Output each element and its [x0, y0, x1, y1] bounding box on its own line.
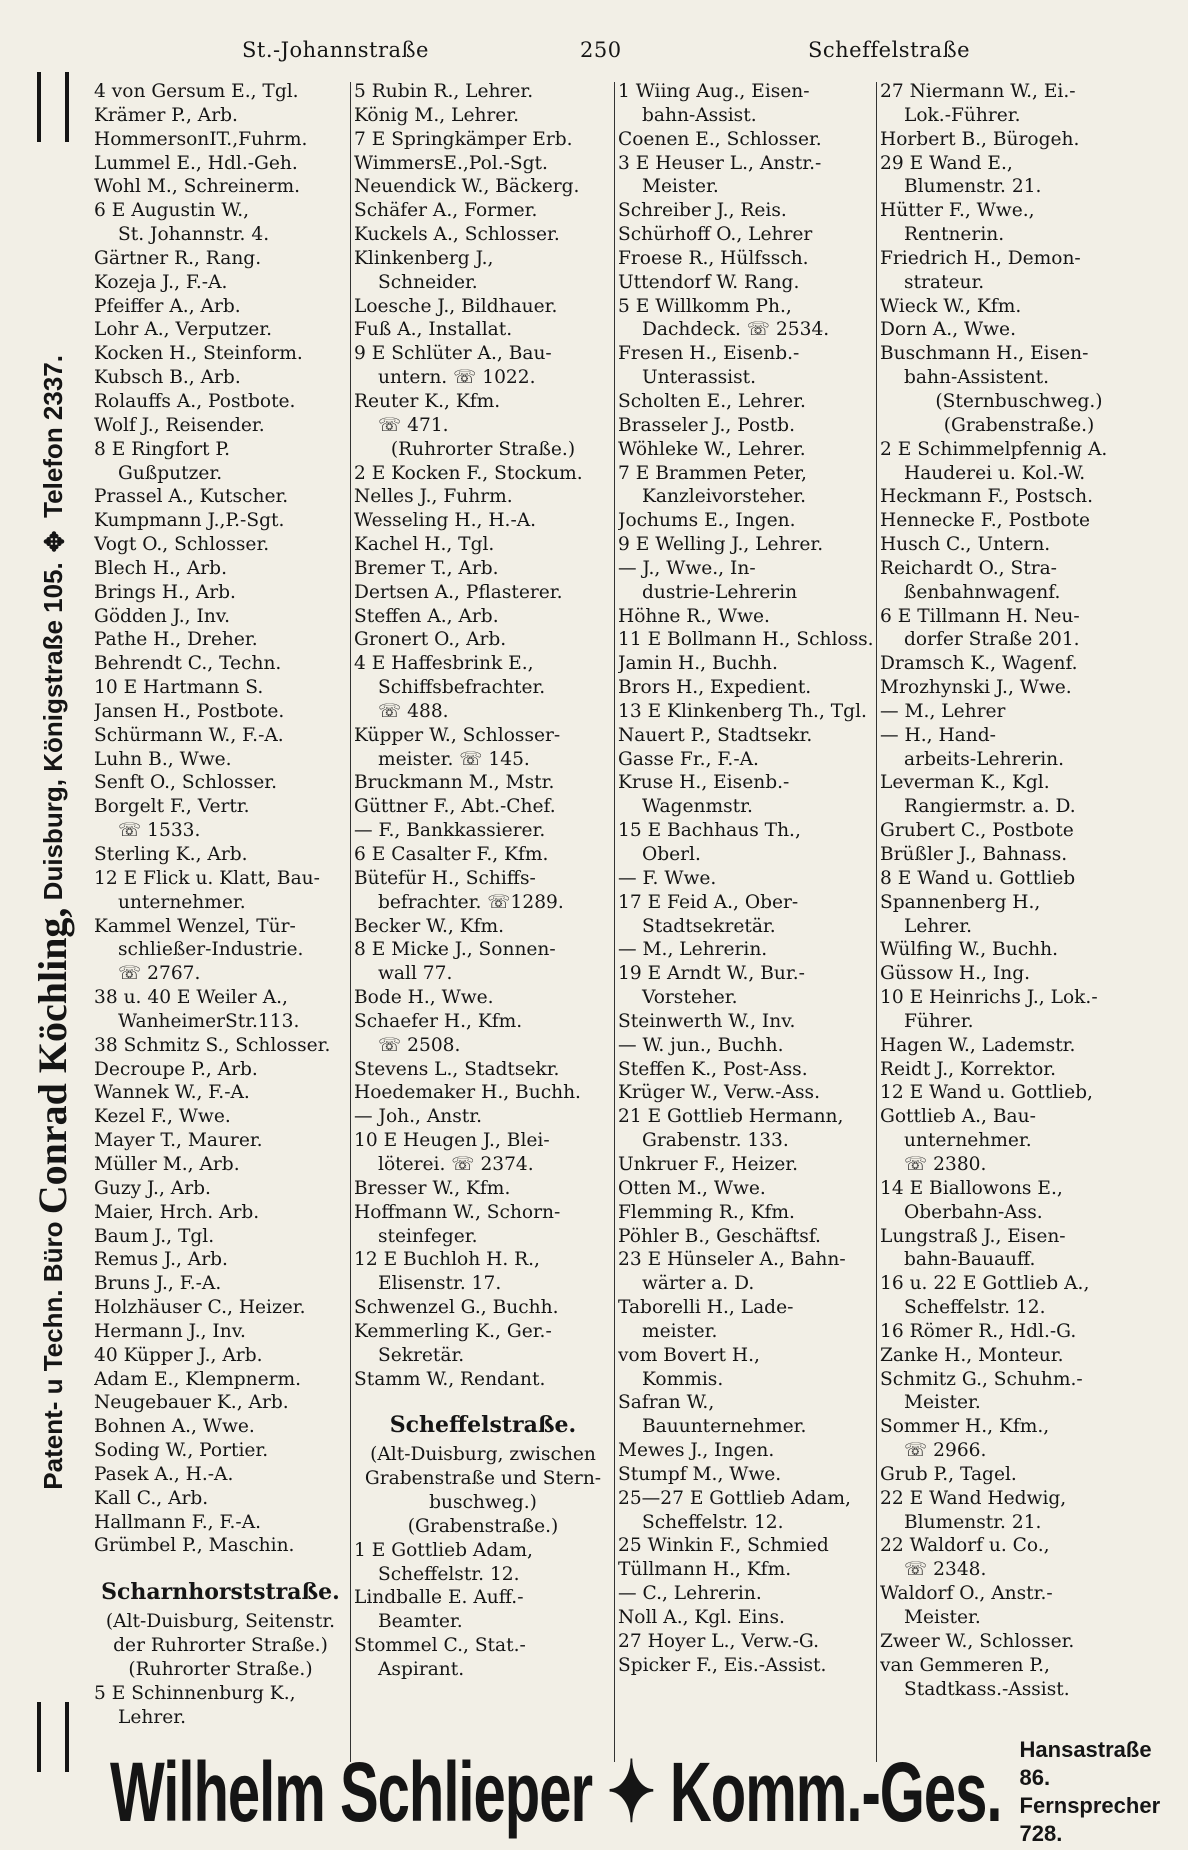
directory-entry: — W. jun., Buchh.: [618, 1034, 784, 1056]
directory-entry: Hagen W., Lademstr.: [880, 1034, 1076, 1056]
directory-entry: Tüllmann H., Kfm.: [618, 1559, 792, 1581]
directory-entry: Gödden J., Inv.: [94, 605, 231, 627]
directory-entry: ☏ 471.: [378, 414, 449, 436]
directory-entry: Steffen A., Arb.: [354, 605, 499, 627]
bottom-ad-address: Hansastraße 86.: [1019, 1737, 1152, 1790]
directory-entry: Gärtner R., Rang.: [94, 247, 262, 269]
directory-entry: 21 E Gottlieb Hermann,: [618, 1106, 844, 1128]
directory-entry: Reidt J., Korrektor.: [880, 1058, 1057, 1080]
header-left-street: St.-Johannstraße: [242, 38, 429, 62]
directory-entry: ☏ 488.: [378, 700, 449, 722]
directory-entry: Gottlieb A., Bau-: [880, 1106, 1036, 1128]
directory-entry: van Gemmeren P.,: [880, 1654, 1050, 1676]
directory-entry: Aspirant.: [378, 1659, 465, 1680]
directory-entry: unternehmer.: [904, 1130, 1032, 1152]
directory-entry: — Joh., Anstr.: [354, 1106, 483, 1128]
directory-entry: 4 von Gersum E., Tgl.: [94, 81, 299, 102]
directory-entry: 2 E Schimmelpfennig A.: [880, 438, 1108, 460]
directory-entry: 6 E Casalter F., Kfm.: [354, 844, 549, 865]
directory-entry: WanheimerStr.113.: [118, 1010, 300, 1032]
directory-entry: 25—27 E Gottlieb Adam,: [618, 1487, 851, 1509]
directory-entry: Brors H., Expedient.: [618, 677, 812, 699]
directory-entry: Rangiermstr. a. D.: [904, 796, 1076, 818]
directory-entry: — F. Wwe.: [618, 867, 717, 889]
col4-entries: [880, 80, 1158, 1701]
directory-entry: bahn-Bauauff.: [904, 1249, 1036, 1271]
directory-entry: Reuter K., Kfm.: [354, 390, 501, 412]
directory-entry: Beamter.: [378, 1611, 463, 1633]
directory-entry: unternehmer.: [118, 891, 246, 913]
column-divider: [350, 82, 351, 1762]
column-divider: [614, 82, 615, 1762]
directory-entry: 10 E Heugen J., Blei-: [354, 1130, 550, 1152]
directory-entry: Schaefer H., Kfm.: [354, 1010, 523, 1032]
directory-entry: Spannenberg H.,: [880, 891, 1041, 913]
directory-entry: Lok.-Führer.: [904, 104, 1021, 126]
directory-entry: Kommis.: [642, 1368, 724, 1390]
directory-entry: König M., Lehrer.: [354, 104, 520, 126]
col2-entries: [354, 80, 612, 1391]
directory-entry: Kall C., Arb.: [94, 1487, 209, 1509]
col1-entries: [94, 80, 347, 1558]
directory-entry: Gronert O., Arb.: [354, 629, 507, 651]
directory-entry: Friedrich H., Demon-: [880, 247, 1081, 269]
directory-entry: Stevens L., Stadtsekr.: [354, 1058, 560, 1080]
directory-entry: Kammel Wenzel, Tür-: [94, 915, 296, 937]
directory-entry: Adam E., Klempnerm.: [94, 1368, 302, 1390]
directory-entry: Luhn B., Wwe.: [94, 748, 232, 770]
directory-entry: 27 Hoyer L., Verw.-G.: [618, 1630, 819, 1652]
directory-entry: Guzy J., Arb.: [94, 1177, 211, 1199]
directory-entry: Leverman K., Kgl.: [880, 772, 1050, 794]
directory-entry: steinfeger.: [378, 1225, 478, 1247]
section-desc: der Ruhrorter Straße.): [113, 1635, 328, 1657]
side-advertisement: [24, 72, 82, 1772]
directory-entry: Dachdeck. ☏ 2534.: [642, 319, 830, 341]
directory-entry: Schäfer A., Former.: [354, 200, 538, 222]
directory-entry: 5 E Willkomm Ph.,: [618, 295, 792, 317]
directory-entry: Kubsch B., Arb.: [94, 367, 241, 389]
directory-entry: Kezel F., Wwe.: [94, 1106, 231, 1128]
directory-entry: Husch C., Untern.: [880, 534, 1051, 556]
directory-entry: 14 E Biallowons E.,: [880, 1177, 1063, 1199]
directory-entry: 8 E Micke J., Sonnen-: [354, 939, 556, 961]
directory-entry: Schwenzel G., Buchh.: [354, 1297, 559, 1319]
directory-entry: ☏ 1533.: [118, 820, 201, 842]
directory-entry: Kachel H., Tgl.: [354, 534, 495, 556]
directory-entry: Prassel A., Kutscher.: [94, 486, 289, 508]
directory-entry: Kemmerling K., Ger.-: [354, 1320, 552, 1342]
directory-entry: Kuckels A., Schlosser.: [354, 224, 560, 246]
directory-entry: — M., Lehrer: [880, 700, 1006, 722]
directory-entry: 9 E Welling J., Lehrer.: [618, 534, 824, 556]
directory-entry: Becker W., Kfm.: [354, 915, 505, 937]
directory-column-2: [354, 80, 612, 1682]
directory-entry: 15 E Bachhaus Th.,: [618, 820, 801, 842]
directory-entry: Stadtsekretär.: [642, 915, 776, 937]
directory-entry: Wülfing W., Buchh.: [880, 939, 1058, 961]
directory-entry: Zweer W., Schlosser.: [880, 1630, 1075, 1652]
section-desc: (Alt-Duisburg, zwischen: [370, 1444, 596, 1466]
directory-entry: Decroupe P., Arb.: [94, 1058, 258, 1080]
directory-entry: Schürhoff O., Lehrer: [618, 224, 813, 246]
directory-entry: Mayer T., Maurer.: [94, 1130, 263, 1152]
directory-entry: Fuß A., Installat.: [354, 319, 513, 341]
directory-entry: Gasse Fr., F.-A.: [618, 748, 759, 770]
directory-entry: 2 E Kocken F., Stockum.: [354, 462, 583, 484]
directory-entry: Güttner F., Abt.-Chef.: [354, 796, 556, 818]
directory-entry: dustrie-Lehrerin: [642, 581, 798, 603]
side-ad-address: Duisburg, Königstraße 105. ✥ Telefon 2337.: [38, 354, 68, 900]
directory-entry: 1 E Gottlieb Adam,: [354, 1539, 533, 1561]
directory-entry: Schmitz G., Schuhm.-: [880, 1368, 1083, 1390]
directory-entry: Pathe H., Dreher.: [94, 629, 258, 651]
directory-entry: 4 E Haffesbrink E.,: [354, 653, 534, 675]
directory-entry: 22 Waldorf u. Co.,: [880, 1535, 1050, 1557]
directory-entry: 12 E Buchloh H. R.,: [354, 1249, 540, 1271]
directory-entry: Jochums E., Ingen.: [618, 510, 796, 532]
directory-entry: 10 E Hartmann S.: [94, 677, 264, 699]
bottom-ad-company: Wilhelm Schlieper ✦ Komm.-Ges.: [110, 1745, 1002, 1840]
directory-entry: Pöhler B., Geschäftsf.: [618, 1225, 821, 1247]
directory-entry: Noll A., Kgl. Eins.: [618, 1607, 785, 1628]
directory-entry: Sterling K., Arb.: [94, 844, 248, 865]
directory-entry: Wagenmstr.: [642, 796, 753, 818]
directory-entry: Baum J., Tgl.: [94, 1225, 215, 1247]
directory-entry: 16 u. 22 E Gottlieb A.,: [880, 1273, 1090, 1295]
header-right-street: Scheffelstraße: [808, 38, 971, 62]
directory-entry: Oberl.: [642, 844, 701, 865]
directory-entry: 13 E Klinkenberg Th., Tgl.: [618, 700, 867, 722]
directory-entry: Lummel E., Hdl.-Geh.: [94, 152, 298, 174]
bottom-ad-contact: [1020, 1736, 1161, 1848]
directory-entry: Lehrer.: [118, 1706, 186, 1728]
directory-entry: Hoedemaker H., Buchh.: [354, 1082, 581, 1104]
directory-entry: 38 Schmitz S., Schlosser.: [94, 1034, 331, 1056]
directory-entry: Jamin H., Buchh.: [618, 653, 778, 675]
directory-entry: Kanzleivorsteher.: [642, 486, 806, 508]
directory-entry: löterei. ☏ 2374.: [378, 1153, 534, 1175]
directory-entry: Schreiber J., Reis.: [618, 200, 787, 222]
directory-entry: Hermann J., Inv.: [94, 1320, 246, 1342]
directory-entry: 27 Niermann W., Ei.-: [880, 81, 1076, 102]
directory-entry: Sekretär.: [378, 1344, 465, 1366]
directory-entry: Fresen H., Eisenb.-: [618, 343, 800, 365]
directory-entry: 5 E Schinnenburg K.,: [94, 1682, 296, 1704]
section-desc: (Alt-Duisburg, Seitenstr.: [105, 1611, 336, 1633]
side-ad-prefix: Patent- u Techn. Büro: [38, 1221, 68, 1490]
directory-entry: vom Bovert H.,: [618, 1344, 760, 1366]
directory-entry: Bode H., Wwe.: [354, 987, 494, 1009]
directory-entry: 8 E Ringfort P.: [94, 438, 231, 460]
directory-entry: 7 E Springkämper Erb.: [354, 128, 573, 150]
directory-entry: (Grabenstraße.): [943, 414, 1095, 436]
directory-entry: Heckmann F., Postsch.: [880, 486, 1094, 508]
directory-entry: ☏ 2380.: [904, 1153, 987, 1175]
directory-entry: Lindballe E. Auff.-: [354, 1587, 524, 1609]
directory-entry: Neuendick W., Bäckerg.: [354, 176, 580, 198]
directory-entry: Schiffsbefrachter.: [378, 677, 546, 699]
directory-entry: Müller M., Arb.: [94, 1153, 240, 1175]
directory-entry: — M., Lehrerin.: [618, 939, 768, 961]
directory-entry: Küpper W., Schlosser-: [354, 724, 561, 746]
directory-entry: Güssow H., Ing.: [880, 963, 1031, 985]
directory-entry: — F., Bankkassierer.: [354, 820, 546, 842]
directory-entry: ßenbahnwagenf.: [904, 581, 1061, 603]
directory-entry: Wesseling H., H.-A.: [354, 510, 537, 532]
directory-entry: Wöhleke W., Lehrer.: [618, 438, 806, 460]
directory-entry: Stamm W., Rendant.: [354, 1368, 546, 1390]
directory-entry: Meister.: [642, 176, 719, 198]
directory-column-3: [618, 80, 874, 1678]
directory-entry: meister.: [642, 1320, 718, 1342]
directory-entry: bahn-Assistent.: [904, 367, 1050, 389]
directory-entry: ☏ 2348.: [904, 1559, 987, 1581]
directory-entry: Blumenstr. 21.: [904, 176, 1042, 198]
directory-entry: Krämer P., Arb.: [94, 104, 238, 126]
directory-entry: 11 E Bollmann H., Schloss.: [618, 629, 874, 651]
directory-entry: 6 E Augustin W.,: [94, 200, 250, 222]
column-divider: [876, 82, 877, 1762]
directory-entry: Lungstraß J., Eisen-: [880, 1225, 1066, 1247]
directory-entry: Hütter F., Wwe.,: [880, 200, 1035, 222]
directory-entry: Schneider.: [378, 271, 478, 293]
directory-entry: Stadtkass.-Assist.: [904, 1678, 1070, 1700]
directory-entry: Kumpmann J.,P.-Sgt.: [94, 510, 285, 532]
directory-entry: Sommer H., Kfm.,: [880, 1416, 1050, 1438]
directory-entry: Pfeiffer A., Arb.: [94, 295, 241, 317]
directory-entry: Holzhäuser C., Heizer.: [94, 1297, 306, 1319]
directory-entry: Rentnerin.: [904, 224, 1005, 246]
directory-entry: befrachter. ☏1289.: [378, 891, 564, 913]
directory-entry: Vorsteher.: [642, 987, 738, 1009]
directory-entry: Wieck W., Kfm.: [880, 295, 1022, 317]
directory-entry: Grümbel P., Maschin.: [94, 1535, 295, 1557]
directory-entry: Jansen H., Postbote.: [94, 700, 285, 722]
directory-entry: Froese R., Hülfssch.: [618, 247, 809, 269]
directory-entry: Unterassist.: [642, 367, 757, 389]
directory-entry: 1 Wiing Aug., Eisen-: [618, 81, 810, 102]
directory-entry: 5 Rubin R., Lehrer.: [354, 81, 534, 102]
directory-entry: Brings H., Arb.: [94, 581, 236, 603]
directory-entry: Maier, Hrch. Arb.: [94, 1201, 260, 1223]
directory-entry: Scheffelstr. 12.: [642, 1511, 784, 1533]
directory-entry: Steffen K., Post-Ass.: [618, 1058, 808, 1080]
directory-entry: 10 E Heinrichs J., Lok.-: [880, 987, 1098, 1009]
directory-entry: wärter a. D.: [642, 1273, 755, 1295]
directory-entry: Spicker F., Eis.-Assist.: [618, 1654, 827, 1676]
directory-entry: ☏ 2767.: [118, 963, 201, 985]
directory-entry: untern. ☏ 1022.: [378, 367, 536, 389]
directory-entry: Elisenstr. 17.: [378, 1273, 502, 1295]
directory-entry: Vogt O., Schlosser.: [94, 534, 270, 556]
directory-entry: Rolauffs A., Postbote.: [94, 390, 296, 412]
directory-entry: 17 E Feid A., Ober-: [618, 891, 799, 913]
directory-entry: Krüger W., Verw.-Ass.: [618, 1082, 820, 1104]
directory-entry: 38 u. 40 E Weiler A.,: [94, 987, 288, 1009]
directory-entry: Loesche J., Bildhauer.: [354, 295, 558, 317]
directory-entry: Stommel C., Stat.-: [354, 1635, 526, 1657]
directory-entry: Unkruer F., Heizer.: [618, 1153, 799, 1175]
directory-entry: Hauderei u. Kol.-W.: [904, 462, 1086, 484]
directory-entry: Hoffmann W., Schorn-: [354, 1201, 561, 1223]
directory-entry: Uttendorf W. Rang.: [618, 271, 800, 293]
directory-entry: Höhne R., Wwe.: [618, 605, 770, 627]
directory-entry: 25 Winkin F., Schmied: [618, 1535, 829, 1557]
directory-entry: 3 E Heuser L., Anstr.-: [618, 152, 822, 174]
directory-entry: Wolf J., Reisender.: [94, 414, 265, 436]
directory-entry: Bütefür H., Schiffs-: [354, 867, 536, 889]
section-desc: buschweg.): [429, 1492, 537, 1514]
side-ad-bottom-rule: [37, 1702, 69, 1772]
side-ad-text: [24, 355, 82, 1490]
section-title-scheffelstrasse: Scheffelstraße.: [389, 1412, 577, 1439]
directory-entry: Brüßler J., Bahnass.: [880, 844, 1068, 865]
directory-entry: Hennecke F., Postbote: [880, 510, 1091, 532]
directory-entry: Lohr A., Verputzer.: [94, 319, 272, 341]
directory-entry: 23 E Hünseler A., Bahn-: [618, 1249, 846, 1271]
directory-entry: Horbert B., Bürogeh.: [880, 128, 1080, 150]
directory-entry: Behrendt C., Techn.: [94, 653, 282, 675]
section-title-scharnhorststrasse: Scharnhorststraße.: [101, 1579, 340, 1606]
directory-entry: Schürmann W., F.-A.: [94, 724, 284, 746]
directory-entry: Klinkenberg J.,: [354, 247, 494, 269]
directory-entry: Wohl M., Schreinerm.: [94, 176, 301, 198]
directory-entry: Pasek A., H.-A.: [94, 1463, 234, 1485]
directory-entry: Senft O., Schlosser.: [94, 772, 277, 794]
directory-entry: Zanke H., Monteur.: [880, 1344, 1064, 1366]
side-ad-company: Conrad Köchling,: [30, 907, 75, 1214]
directory-entry: Mewes J., Ingen.: [618, 1440, 775, 1462]
directory-entry: HommersonIT.,Fuhrm.: [94, 128, 308, 150]
bottom-advertisement: [110, 1737, 1161, 1846]
directory-entry: Taborelli H., Lade-: [618, 1297, 794, 1319]
directory-entry: strateur.: [904, 271, 985, 293]
directory-entry: 12 E Flick u. Klatt, Bau-: [94, 867, 320, 889]
directory-entry: (Ruhrorter Straße.): [390, 438, 576, 460]
directory-entry: Waldorf O., Anstr.-: [880, 1583, 1053, 1605]
directory-entry: Scholten E., Lehrer.: [618, 390, 806, 412]
directory-entry: Lehrer.: [904, 915, 972, 937]
directory-entry: Bremer T., Arb.: [354, 557, 499, 579]
directory-entry: Mrozhynski J., Wwe.: [880, 677, 1072, 699]
directory-entry: Flemming R., Kfm.: [618, 1201, 795, 1223]
side-ad-top-rule: [37, 72, 69, 142]
directory-entry: 7 E Brammen Peter,: [618, 462, 807, 484]
directory-entry: 12 E Wand u. Gottlieb,: [880, 1082, 1093, 1104]
directory-entry: Grubert C., Postbote: [880, 820, 1074, 842]
directory-entry: Blech H., Arb.: [94, 557, 227, 579]
directory-entry: St. Johannstr. 4.: [118, 224, 270, 246]
directory-entry: Grabenstr. 133.: [642, 1130, 789, 1152]
directory-entry: Führer.: [904, 1010, 974, 1032]
directory-entry: — J., Wwe., In-: [618, 557, 756, 579]
directory-entry: Gußputzer.: [118, 462, 223, 484]
directory-entry: Blumenstr. 21.: [904, 1511, 1042, 1533]
directory-entry: WimmersE.,Pol.-Sgt.: [354, 152, 548, 174]
directory-entry: Neugebauer K., Arb.: [94, 1392, 289, 1414]
directory-entry: Kozeja J., F.-A.: [94, 271, 228, 293]
directory-entry: dorfer Straße 201.: [904, 629, 1080, 651]
directory-entry: ☏ 2966.: [904, 1440, 987, 1462]
directory-entry: schließer-Industrie.: [118, 939, 304, 961]
directory-entry: 9 E Schlüter A., Bau-: [354, 343, 552, 365]
subsection-title: (Grabenstraße.): [407, 1515, 559, 1537]
directory-column-4: [880, 80, 1158, 1701]
directory-entry: Meister.: [904, 1392, 981, 1414]
directory-entry: Brasseler J., Postb.: [618, 414, 795, 436]
directory-entry: — H., Hand-: [880, 724, 996, 746]
directory-entry: Dramsch K., Wagenf.: [880, 653, 1078, 675]
directory-entry: Bresser W., Kfm.: [354, 1177, 511, 1199]
subsection-title: (Ruhrorter Straße.): [128, 1659, 313, 1680]
directory-entry: — C., Lehrerin.: [618, 1583, 762, 1605]
page-number: 250: [580, 38, 622, 62]
directory-entry: bahn-Assist.: [642, 104, 757, 126]
directory-entry: 29 E Wand E.,: [880, 152, 1013, 174]
directory-entry: Oberbahn-Ass.: [904, 1201, 1043, 1223]
directory-entry: Meister.: [904, 1607, 981, 1628]
directory-entry: Bohnen A., Wwe.: [94, 1416, 255, 1438]
directory-entry: Scheffelstr. 12.: [904, 1297, 1046, 1319]
directory-entry: meister. ☏ 145.: [378, 748, 530, 770]
directory-entry: 8 E Wand u. Gottlieb: [880, 867, 1076, 889]
directory-entry: Otten M., Wwe.: [618, 1177, 766, 1199]
directory-entry: 6 E Tillmann H. Neu-: [880, 605, 1080, 627]
directory-entry: wall 77.: [378, 963, 453, 985]
directory-entry: Bauunternehmer.: [642, 1416, 807, 1438]
directory-entry: Steinwerth W., Inv.: [618, 1010, 796, 1032]
directory-entry: Stumpf M., Wwe.: [618, 1463, 782, 1485]
directory-entry: Nauert P., Stadtsekr.: [618, 724, 813, 746]
directory-entry: Kruse H., Eisenb.-: [618, 772, 790, 794]
directory-entry: Scheffelstr. 12.: [378, 1563, 520, 1585]
directory-entry: Remus J., Arb.: [94, 1249, 228, 1271]
directory-entry: Grub P., Tagel.: [880, 1463, 1017, 1485]
directory-entry: Coenen E., Schlosser.: [618, 128, 822, 150]
section-desc: Grabenstraße und Stern-: [364, 1468, 602, 1490]
directory-entry: 16 Römer R., Hdl.-G.: [880, 1320, 1077, 1342]
directory-entry: Wannek W., F.-A.: [94, 1082, 250, 1104]
bottom-ad-phone: Fernsprecher 728.: [1019, 1793, 1161, 1846]
directory-entry: ☏ 2508.: [378, 1034, 461, 1056]
directory-entry: Bruns J., F.-A.: [94, 1273, 222, 1295]
directory-entry: 19 E Arndt W., Bur.-: [618, 963, 805, 985]
directory-entry: Buschmann H., Eisen-: [880, 343, 1089, 365]
directory-entry: Dorn A., Wwe.: [880, 319, 1016, 341]
directory-entry: Bruckmann M., Mstr.: [354, 772, 555, 794]
directory-entry: Reichardt O., Stra-: [880, 557, 1057, 579]
directory-entry: Dertsen A., Pflasterer.: [354, 581, 563, 603]
directory-entry: Hallmann F., F.-A.: [94, 1511, 262, 1533]
directory-entry: Kocken H., Steinform.: [94, 343, 303, 365]
directory-entry: 40 Küpper J., Arb.: [94, 1344, 263, 1366]
col3-entries: [618, 80, 874, 1678]
directory-entry: (Sternbuschweg.): [935, 390, 1103, 412]
directory-entry: Soding W., Portier.: [94, 1440, 269, 1462]
directory-entry: Safran W.,: [618, 1392, 715, 1414]
directory-entry: 22 E Wand Hedwig,: [880, 1487, 1067, 1509]
directory-column-1: [94, 80, 347, 1730]
directory-entry: Nelles J., Fuhrm.: [354, 486, 513, 508]
directory-entry: Borgelt F., Vertr.: [94, 796, 250, 818]
directory-entry: arbeits-Lehrerin.: [904, 748, 1065, 770]
